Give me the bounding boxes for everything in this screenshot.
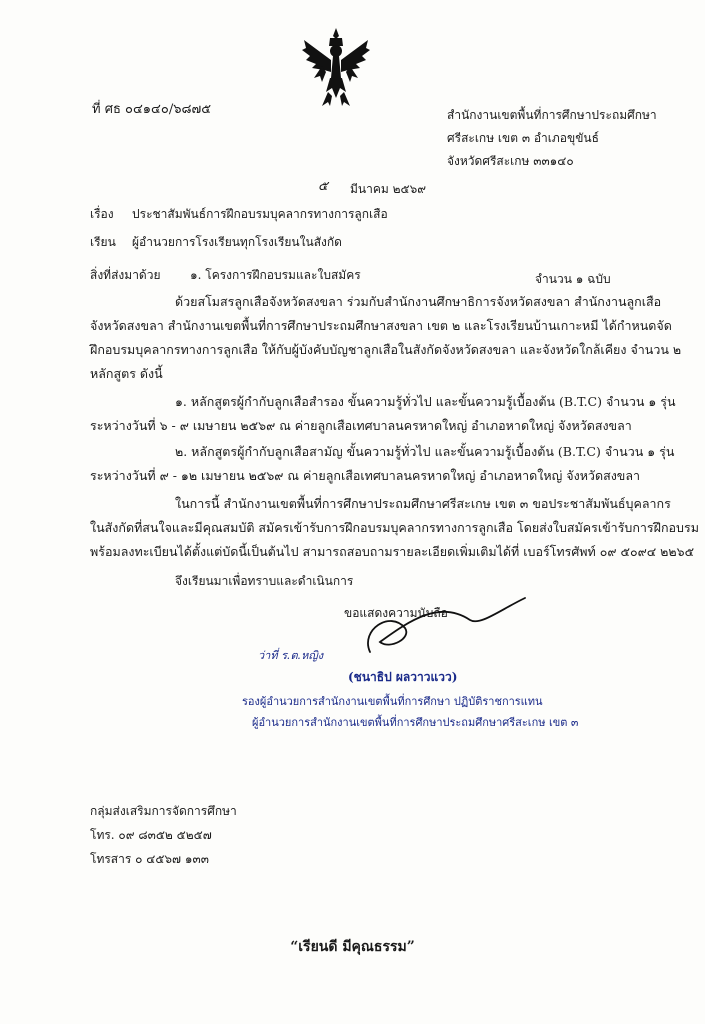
sender-address-line-2: ศรีสะเกษ เขต ๓ อำเภอขุขันธ์	[447, 131, 599, 145]
attachment-text: ๑. โครงการฝึกอบรมและใบสมัคร	[190, 268, 361, 282]
garuda-emblem-icon	[300, 26, 372, 108]
signer-title-line-2: ผู้อำนวยการสำนักงานเขตพื้นที่การศึกษาประถมศึกษาศรีสะเกษ เขต ๓	[252, 716, 579, 729]
body-paragraph-1-line-1: ด้วยสโมสรลูกเสือจังหวัดสงขลา ร่วมกับสำนักงานศึกษาธิการจังหวัดสงขลา สำนักงานลูกเสือ	[175, 294, 662, 309]
department-name: กลุ่มส่งเสริมการจัดการศึกษา	[90, 804, 237, 818]
signer-name: (ชนาธิป ผลวาวแวว)	[348, 670, 458, 684]
motto: “เรียนดี มีคุณธรรม”	[290, 939, 415, 955]
body-paragraph-1-line-2: จังหวัดสงขลา สำนักงานเขตพื้นที่การศึกษาประถมศึกษาสงขลา เขต ๒ และโรงเรียนบ้านเกาะหมี ได้กำหนดจัด	[90, 318, 672, 333]
handwritten-acting-rank: ว่าที่ ร.ต.หญิง	[258, 649, 324, 662]
phone-number: โทร. ๐๙ ๘๓๕๒ ๕๒๕๗	[90, 828, 212, 842]
reference-number: ที่ ศธ ๐๔๑๔๐/๖๘๗๕	[92, 102, 212, 117]
date-month-year: มีนาคม ๒๕๖๙	[350, 182, 427, 196]
attachment-count: จำนวน ๑ ฉบับ	[535, 272, 611, 286]
signer-title-line-1: รองผู้อำนวยการสำนักงานเขตพื้นที่การศึกษา ปฏิบัติราชการแทน	[242, 695, 543, 708]
body-paragraph-1-line-4: หลักสูตร ดังนี้	[90, 366, 163, 381]
subject-text: ประชาสัมพันธ์การฝึกอบรมบุคลากรทางการลูกเสือ	[132, 207, 388, 221]
course-1-line-2: ระหว่างวันที่ ๖ - ๙ เมษายน ๒๕๖๙ ณ ค่ายลูกเสือเทศบาลนครหาดใหญ่ อำเภอหาดใหญ่ จังหวัดสงขลา	[90, 418, 632, 433]
attachment-label: สิ่งที่ส่งมาด้วย	[90, 268, 161, 282]
body-paragraph-2-line-1: ในการนี้ สำนักงานเขตพื้นที่การศึกษาประถมศึกษาศรีสะเกษ เขต ๓ ขอประชาสัมพันธ์บุคลากร	[175, 496, 671, 511]
regards: ขอแสดงความนับถือ	[344, 606, 448, 620]
body-paragraph-2-line-3: พร้อมลงทะเบียนได้ตั้งแต่บัดนี้เป็นต้นไป สามารถสอบถามรายละเอียดเพิ่มเติมได้ที่ เบอร์โทรศัพท์ ๐๙ ๕๐๙๔ ๒๒๖๕	[90, 544, 695, 559]
course-1-line-1: ๑. หลักสูตรผู้กำกับลูกเสือสำรอง ขั้นความรู้ทั่วไป และขั้นความรู้เบื้องต้น (B.T.C) จำนวน ๑ รุ่น	[175, 394, 676, 409]
subject-label: เรื่อง	[90, 207, 114, 221]
closing-line: จึงเรียนมาเพื่อทราบและดำเนินการ	[175, 574, 354, 588]
sender-address-line-1: สำนักงานเขตพื้นที่การศึกษาประถมศึกษา	[447, 108, 657, 122]
sender-address-line-3: จังหวัดศรีสะเกษ ๓๓๑๔๐	[447, 154, 574, 168]
recipient-label: เรียน	[90, 235, 116, 249]
course-2-line-1: ๒. หลักสูตรผู้กำกับลูกเสือสามัญ ขั้นความรู้ทั่วไป และขั้นความรู้เบื้องต้น (B.T.C) จำนวน ๑ รุ่น	[175, 444, 675, 459]
recipient-text: ผู้อำนวยการโรงเรียนทุกโรงเรียนในสังกัด	[132, 235, 342, 249]
fax-number: โทรสาร ๐ ๔๕๖๗ ๑๓๓	[90, 852, 209, 866]
date-day: ๕	[318, 179, 328, 194]
body-paragraph-2-line-2: ในสังกัดที่สนใจและมีคุณสมบัติ สมัครเข้ารับการฝึกอบรมบุคลากรทางการลูกเสือ โดยส่งใบสมัครเข้ารับการฝึกอบรม	[90, 520, 699, 535]
course-2-line-2: ระหว่างวันที่ ๙ - ๑๒ เมษายน ๒๕๖๙ ณ ค่ายลูกเสือเทศบาลนครหาดใหญ่ อำเภอหาดใหญ่ จังหวัดสงขลา	[90, 468, 641, 483]
signature-icon	[350, 590, 530, 660]
body-paragraph-1-line-3: ฝึกอบรมบุคลากรทางการลูกเสือ ให้กับผู้บังคับบัญชาลูกเสือในสังกัดจังหวัดสงขลา และจังหวัดใกล้เคียง จำนวน ๒	[90, 342, 682, 357]
